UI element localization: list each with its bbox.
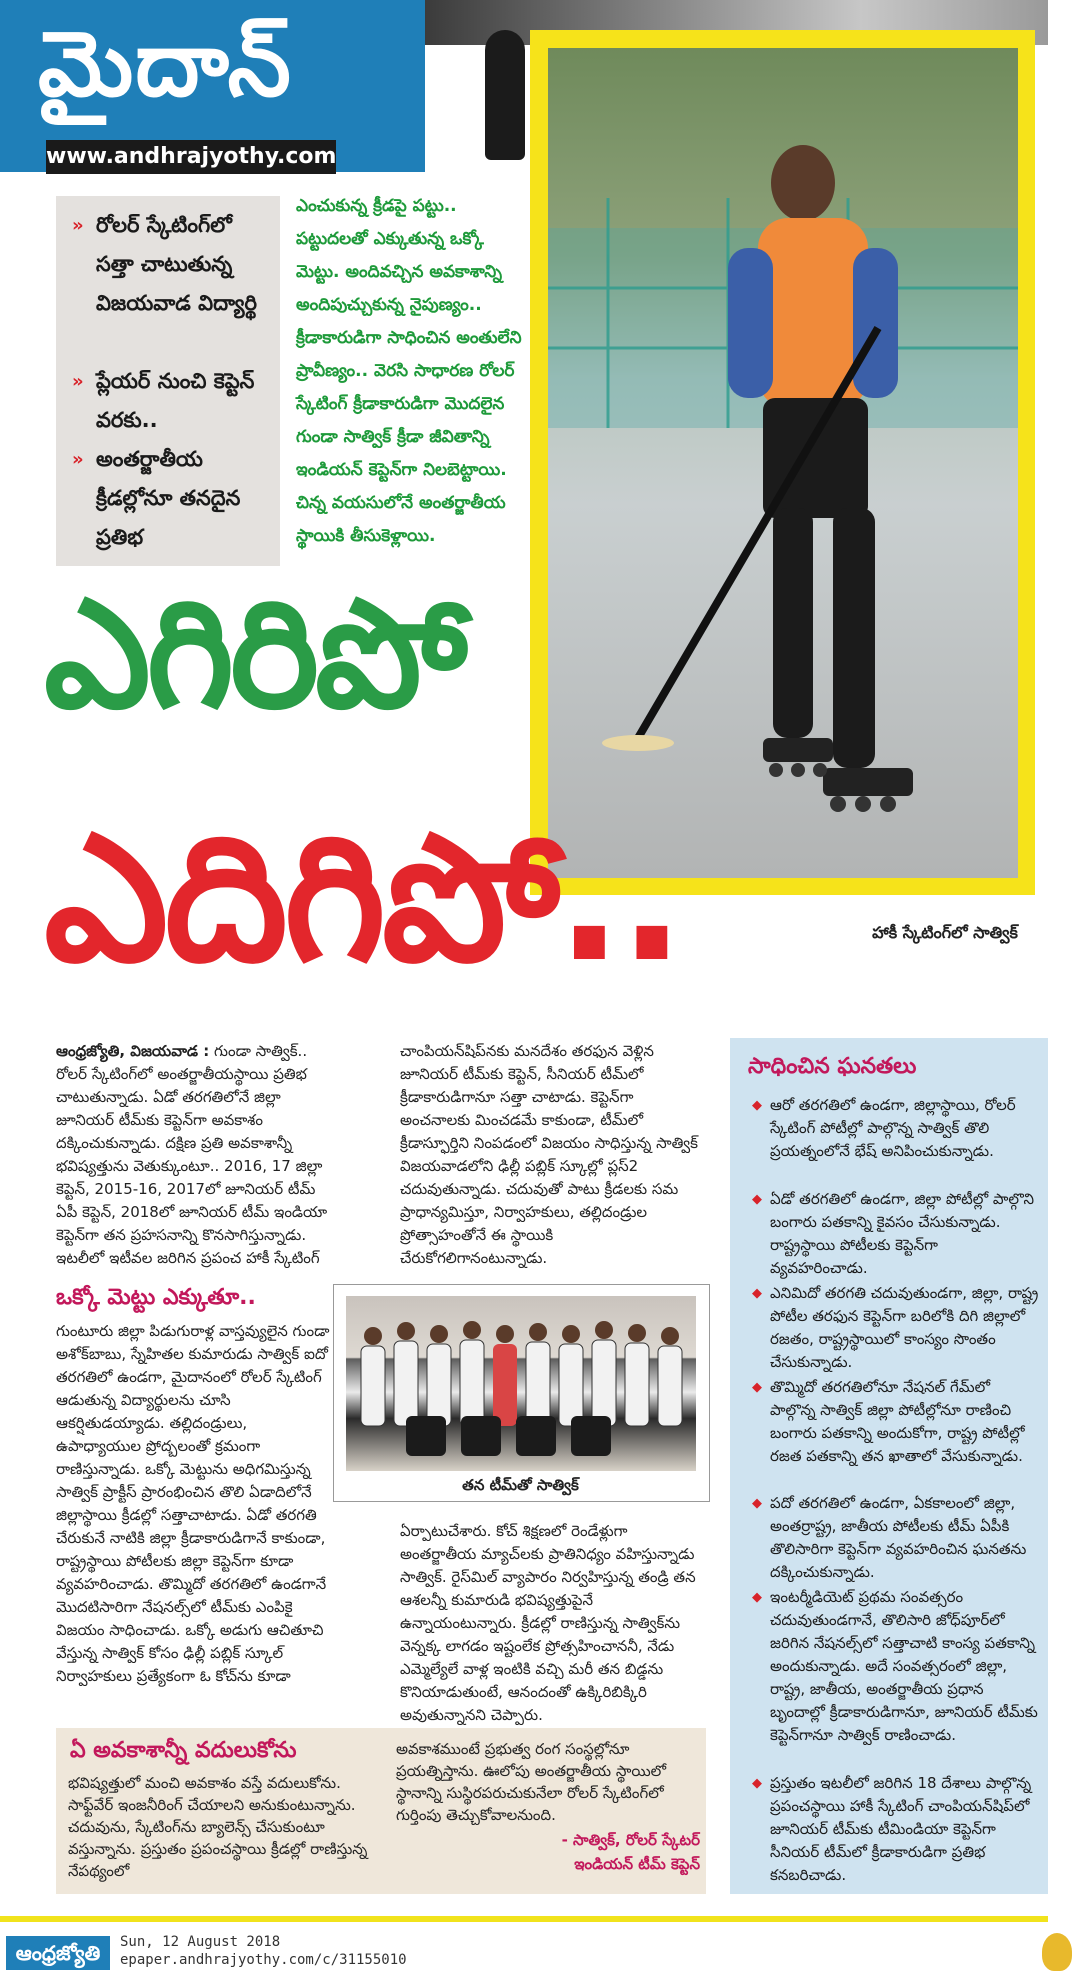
diamond-bullet-icon: ◆ [752,1590,762,1605]
team-illustration [346,1296,696,1471]
photo-caption: హాకీ స్కేటింగ్‌లో సాత్విక్ [872,923,1018,942]
team-photo [346,1296,696,1471]
achievement-item: ◆ పదో తరగతిలో ఉండగా, ఏకకాలంలో జిల్లా, అంతర్రాష్ట్ర, జాతీయ పోటీలకు టీమ్ ఏపీకి తొలిసారిగా కెప్టెన్‌గా వ్యవహరించిన ఘనతను దక్కించుకున్నాడు. [752,1494,1027,1581]
skater-illustration [548,48,1018,878]
masthead-title: మైదాన్ [38,12,293,117]
masthead-url[interactable]: www.andhrajyothy.com [46,140,336,174]
achievement-item: ◆ ఏడో తరగతిలో ఉండగా, జిల్లా పోటీల్లో పాల్గొని బంగారు పతకాన్ని కైవసం చేసుకున్నాడు. రాష్ట్రస్థాయి పోటీలకు కెప్టెన్‌గా వ్యవహరించాడు. [752,1190,1034,1277]
diamond-bullet-icon: ◆ [752,1496,762,1511]
intro-text: ఎంచుకున్న క్రీడపై పట్టు.. పట్టుదలతో ఎక్కుతున్న ఒక్కో మెట్టు. అందివచ్చిన అవకాశాన్ని అందిపుచ్చుకున్న నైపుణ్యం.. క్రీడాకారుడిగా సాధించిన అంతులేని ప్రావీణ్యం.. వెరసి సాధారణ రోలర్ స్కేటింగ్ క్రీడాకారుడిగా మొదలైన గుండా సాత్విక్ క్రీడా జీవితాన్ని ఇండియన్ కెప్టెన్‌గా నిలబెట్టాయి. చిన్న వయసులోనే అంతర్జాతీయ స్థాయికి తీసుకెళ్లాయి. [296,196,522,546]
highlight-item: » అంతర్జాతీయ క్రీడల్లోనూ తనదైన ప్రతిభ [74,440,270,557]
achievements-title: సాధించిన ఘనతలు [748,1054,917,1079]
quote-attribution [470,1828,700,1876]
footer-brand-logo: ఆంధ్రజ్యోతి [6,1936,110,1970]
diamond-bullet-icon: ◆ [752,1380,762,1395]
achievement-item: ◆ ఇంటర్మీడియెట్ ప్రథమ సంవత్సరం చదువుతుండగానే, తొలిసారి జోధ్‌పూర్‌లో జరిగిన నేషనల్స్‌లో సత్తాచాటి కాంస్య పతకాన్ని అందుకున్నాడు. అదే సంవత్సరంలో జిల్లా, రాష్ట్ర, జాతీయ, అంతర్జాతీయ ప్రధాన బృందాల్లో క్రీడాకారుడిగానూ, జూనియర్ టీమ్‌కు కెప్టెన్‌గానూ సాత్విక్ రాణించాడు. [752,1588,1038,1744]
headline-line1: ఎగిరిపో [44,568,464,742]
double-chevron-icon: » [72,449,84,470]
diamond-bullet-icon: ◆ [752,1776,762,1791]
achievement-item: ◆ తొమ్మిదో తరగతిలోనూ నేషనల్ గేమ్‌లో పాల్గొన్న సాత్విక్ జిల్లా పోటీల్లోనూ రాణించి బంగారు పతకాన్ని అందుకోగా, రాష్ట్ర పోటీల్లో రజత పతకాన్ని తన ఖాతాలో వేసుకున్నాడు. [752,1378,1025,1465]
highlight-item: » ప్లేయర్ నుంచి కెప్టెన్ వరకు.. [74,362,270,440]
article-paragraph: గుండా సాత్విక్.. రోలర్ స్కేటింగ్‌లో అంతర్జాతీయస్థాయి ప్రతిభ చాటుతున్నాడు. ఏడో తరగతిలోనే జిల్లా జూనియర్ టీమ్‌కు కెప్టెన్‌గా అవకాశం దక్కించుకున్నాడు. దక్షిణ ప్రతి అవకాశాన్నీ భవిష్యత్తును వెతుక్కుంటూ.. 2016, 17 జిల్లా కెప్టెన్, 2015-16, 2017లో జూనియర్ టీమ్ ఏపీ కెప్టెన్, 2018లో జూనియర్ టీమ్ ఇండియా కెప్టెన్‌గా తన ప్రహసనాన్ని కొనసాగిస్తున్నాడు. ఇటలీలో ఇటీవల జరిగిన ప్రపంచ హాకీ స్కేటింగ్ [56,1042,328,1267]
achievement-item: ◆ ఆరో తరగతిలో ఉండగా, జిల్లాస్థాయి, రోలర్ స్కేటింగ్ పోటీల్లో పాల్గొన్న సాత్విక్ తొలి ప్రయత్నంలోనే భేష్ అనిపించుకున్నాడు. [752,1096,1016,1160]
achievement-item: ◆ ఎనిమిదో తరగతి చదువుతుండగా, జిల్లా, రాష్ట్ర పోటీల తరఫున కెప్టెన్‌గా బరిలోకి దిగి జిల్లాలో రజతం, రాష్ట్రస్థాయిలో కాంస్యం సొంతం చేసుకున్నాడు. [752,1284,1039,1371]
silhouette-figure [485,30,525,160]
diamond-bullet-icon: ◆ [752,1192,762,1207]
attribution-line: - సాత్విక్, రోలర్ స్కేటర్ [561,1831,700,1849]
team-photo-caption: తన టీమ్‌తో సాత్విక్ [462,1476,579,1494]
dateline: ఆంధ్రజ్యోతి, విజయవాడ : [56,1042,210,1060]
diamond-bullet-icon: ◆ [752,1098,762,1113]
footer-epaper-link[interactable]: epaper.andhrajyothy.com/c/31155010 [120,1952,407,1968]
quote-text-right: అవకాశముంటే ప్రభుత్వ రంగ సంస్థల్లోనూ ప్రయత్నిస్తాను. ఊలోపు అంతర్జాతీయ స్థాయిలో స్థానాన్ని సుస్థిరపరుచుకునేలా రోలర్ స్కేటింగ్‌లో గుర్తింపు తెచ్చుకోవాలనుంది. [396,1740,667,1824]
skater-photo [548,48,1018,878]
footer-info [120,1933,407,1969]
highlight-item: » రోలర్ స్కేటింగ్‌లో సత్తా చాటుతున్న విజయవాడ విద్యార్థి [74,206,270,323]
article-column-1 [56,1040,341,1270]
headline-line2: ఎదిగిపో.. [44,798,682,1001]
owl-mascot-icon [1042,1933,1072,1971]
footer-date: Sun, 12 August 2018 [120,1934,281,1950]
subheading: ఒక్కో మెట్టు ఎక్కుతూ.. [56,1285,256,1310]
double-chevron-icon: » [72,371,84,392]
article-column-3: గుంటూరు జిల్లా పిడుగురాళ్ల వాస్తవ్యులైన గుండా అశోక్‌బాబు, స్నేహితల కుమారుడు సాత్విక్ ఐదో తరగతిలో ఉండగా, మైదానంలో రోలర్ స్కేటింగ్ ఆడుతున్న విద్యార్థులను చూసి ఆకర్షితుడయ్యాడు. తల్లిదండ్రులు, ఉపాధ్యాయుల ప్రోద్బలంతో క్రమంగా రాణిస్తున్నాడు. ఒక్కో మెట్టును అధిగమిస్తున్న సాత్విక్ ప్రాక్టీస్ ప్రారంభించిన తొలి ఏడాదిలోనే జిల్లాస్థాయి క్రీడల్లో సత్తాచాటాడు. ఏడో తరగతి చేరుకునే నాటికి జిల్లా క్రీడాకారుడిగానే కాకుండా, రాష్ట్రస్థాయి పోటీలకు జిల్లా కెప్టెన్‌గా కూడా వ్యవహరించాడు. తొమ్మిదో తరగతిలో ఉండగానే మొదటిసారిగా నేషనల్స్‌లో టీమ్‌కు ఎంపికై విజయం సాధించాడు. ఒక్కో అడుగు ఆచితూచి వేస్తున్న సాత్విక్ కోసం ఢిల్లీ పబ్లిక్ స్కూల్ నిర్వాహకులు ప్రత్యేకంగా ఓ కోచ్‌ను కూడా [56,1322,330,1685]
highlights-box [56,196,280,566]
achievement-item: ◆ ప్రస్తుతం ఇటలీలో జరిగిన 18 దేశాలు పాల్గొన్న ప్రపంచస్థాయి హాకీ స్కేటింగ్ చాంపియన్‌షిప్‌లో జూనియర్ టీమ్‌కు టీమిండియా కెప్టెన్‌గా సీనియర్ టీమ్‌లో క్రీడాకారుడిగా ప్రతిభ కనబరిచాడు. [752,1774,1032,1884]
attribution-line: ఇండియన్ టీమ్ కెప్టెన్ [574,1855,700,1873]
article-column-4: ఏర్పాటుచేశారు. కోచ్ శిక్షణలో రెండేళ్లుగా అంతర్జాతీయ మ్యాచ్‌లకు ప్రాతినిధ్యం వహిస్తున్నాడు సాత్విక్. రైస్‌మిల్ వ్యాపారం నిర్వహిస్తున్న తండ్రి తన ఆశలన్నీ కుమారుడి భవిష్యత్తుపైనే ఉన్నాయంటున్నారు. క్రీడల్లో రాణిస్తున్న సాత్విక్‌ను వెన్నక్క లాగడం ఇష్టంలేక ప్రోత్సహించాననీ, నేడు ఎమ్మెల్యేలే వాళ్ల ఇంటికి వచ్చి మరీ తన బిడ్డను కొనియాడుతుంటే, ఆనందంతో ఉక్కిరిబిక్కిరి అవుతున్నానని చెప్పారు. [400,1522,696,1724]
footer-divider [0,1916,1048,1922]
quote-box-title: ఏ అవకాశాన్నీ వదులుకోను [70,1738,297,1763]
quote-text-left: భవిష్యత్తులో మంచి అవకాశం వస్తే వదులుకోను. సాఫ్ట్‌వేర్ ఇంజనీరింగ్ చేయాలని అనుకుంటున్నాను. చదువును, స్కేటింగ్‌ను బ్యాలెన్స్ చేసుకుంటూ వస్తున్నాను. ప్రస్తుతం ప్రపంచస్థాయి క్రీడల్లో రాణిస్తున్న నేపథ్యంలో [68,1774,368,1880]
double-chevron-icon: » [72,215,84,236]
article-column-2: చాంపియన్‌షిప్‌నకు మనదేశం తరఫున వెళ్లిన జూనియర్ టీమ్‌కు కెప్టెన్, సీనియర్ టీమ్‌లో క్రీడాకారుడిగానూ సత్తా చాటాడు. కెప్టెన్‌గా అంచనాలకు మించడమే కాకుండా, టీమ్‌లో క్రీడాస్ఫూర్తిని నింపడంలో విజయం సాధిస్తున్న సాత్విక్ విజయవాడలోని ఢిల్లీ పబ్లిక్ స్కూల్లో ప్లస్2 చదువుతున్నాడు. చదువుతో పాటు క్రీడలకు సమ ప్రాధాన్యమిస్తూ, నిర్వాహకులు, తల్లిదండ్రుల ప్రోత్సాహంతోనే ఈ స్థాయికి చేరుకోగలిగానంటున్నాడు. [400,1042,698,1267]
diamond-bullet-icon: ◆ [752,1286,762,1301]
